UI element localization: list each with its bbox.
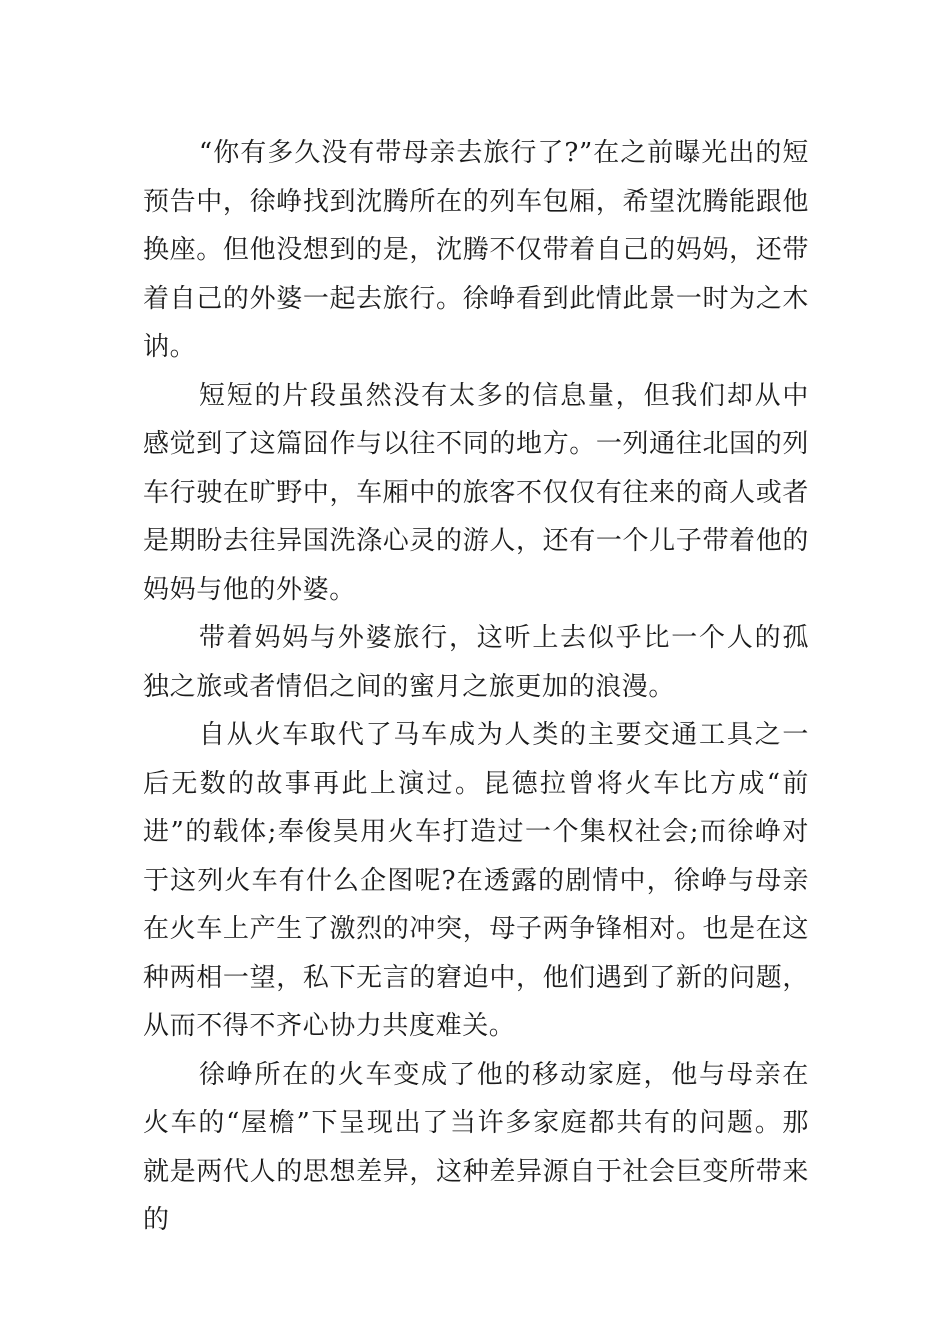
article-body (143, 129, 809, 1245)
paragraph-5: 徐峥所在的火车变成了他的移动家庭，他与母亲在火车的“屋檐”下呈现出了当许多家庭都共有的问题。那就是两代人的思想差异，这种差异源自于社会巨变所带来的 (143, 1059, 809, 1235)
paragraph-3: 带着妈妈与外婆旅行，这听上去似乎比一个人的孤独之旅或者情侣之间的蜜月之旅更加的浪漫。 (143, 623, 809, 702)
paragraph-1: “你有多久没有带母亲去旅行了?”在之前曝光出的短预告中，徐峥找到沈腾所在的列车包厢，希望沈腾能跟他换座。但他没想到的是，沈腾不仅带着自己的妈妈，还带着自己的外婆一起去旅行。徐峥看到此情此景一时为之木讷。 (143, 138, 809, 362)
paragraph-4: 自从火车取代了马车成为人类的主要交通工具之一后无数的故事再此上演过。昆德拉曾将火车比方成“前进”的载体;奉俊昊用火车打造过一个集权社会;而徐峥对于这列火车有什么企图呢?在透露的剧情中，徐峥与母亲在火车上产生了激烈的冲突，母子两争锋相对。也是在这种两相一望，私下无言的窘迫中，他们遇到了新的问题，从而不得不齐心协力共度难关。 (143, 720, 809, 1041)
paragraph-2: 短短的片段虽然没有太多的信息量，但我们却从中感觉到了这篇囧作与以往不同的地方。一列通往北国的列车行驶在旷野中，车厢中的旅客不仅仅有往来的商人或者是期盼去往异国洗涤心灵的游人，还有一个儿子带着他的妈妈与他的外婆。 (143, 380, 809, 605)
